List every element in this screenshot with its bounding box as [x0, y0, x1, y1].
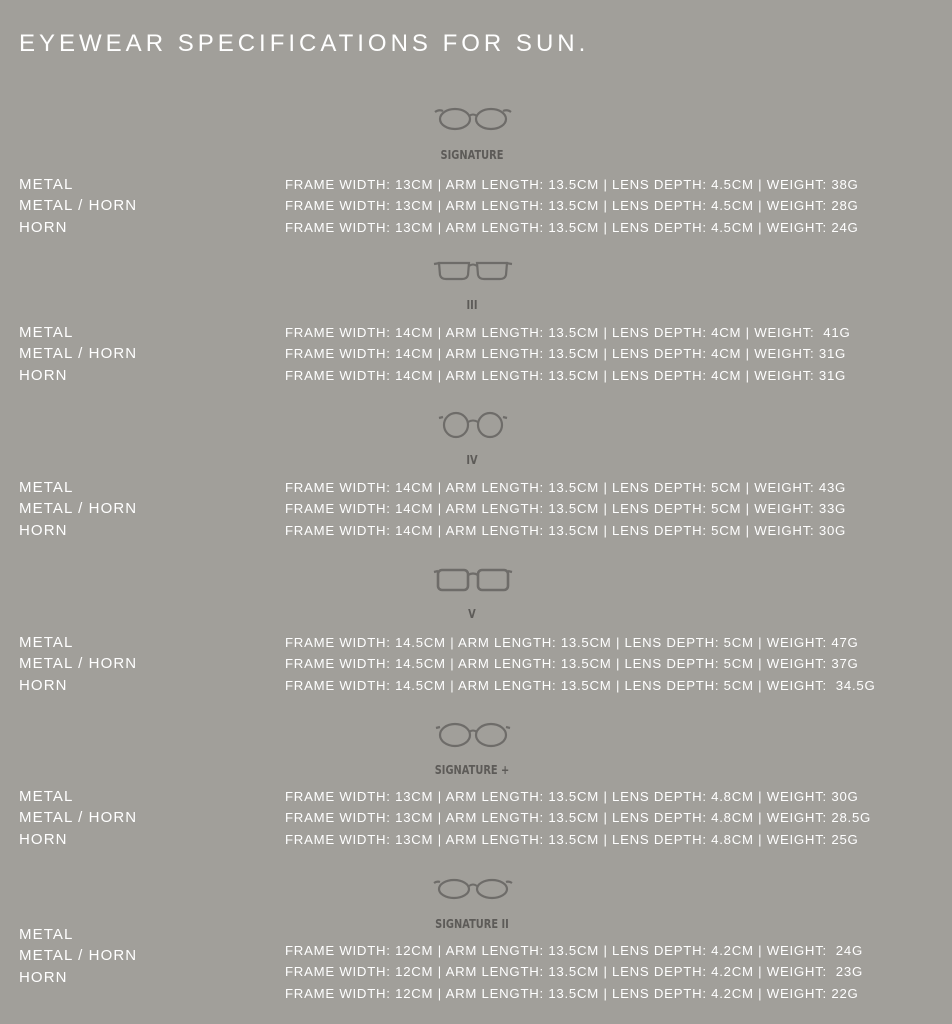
spec-row: FRAME WIDTH: 14CM | ARM LENGTH: 13.5CM | LENS DEPTH: 4CM | WEIGHT: 31G — [285, 346, 847, 362]
material-item: METAL / HORN — [19, 500, 138, 518]
spec-row: FRAME WIDTH: 14CM | ARM LENGTH: 13.5CM | LENS DEPTH: 5CM | WEIGHT: 30G — [285, 522, 847, 538]
spec-row: FRAME WIDTH: 12CM | ARM LENGTH: 13.5CM | LENS DEPTH: 4.2CM | WEIGHT: 22G — [285, 985, 859, 1001]
square-glasses-icon — [432, 564, 514, 594]
spec-row: FRAME WIDTH: 13CM | ARM LENGTH: 13.5CM | LENS DEPTH: 4.5CM | WEIGHT: 28G — [285, 198, 859, 214]
material-list — [19, 632, 137, 696]
material-item: METAL — [19, 788, 74, 805]
material-item: METAL — [19, 479, 74, 496]
spec-list — [285, 477, 846, 541]
spec-list — [285, 632, 875, 696]
spec-row: FRAME WIDTH: 14CM | ARM LENGTH: 13.5CM | LENS DEPTH: 5CM | WEIGHT: 43G — [285, 480, 847, 495]
spec-row: FRAME WIDTH: 12CM | ARM LENGTH: 13.5CM | LENS DEPTH: 4.2CM | WEIGHT: 24G — [285, 943, 863, 958]
spec-row: FRAME WIDTH: 13CM | ARM LENGTH: 13.5CM | LENS DEPTH: 4.8CM | WEIGHT: 28.5G — [285, 810, 872, 826]
material-item: METAL — [19, 926, 74, 943]
spec-row: FRAME WIDTH: 13CM | ARM LENGTH: 13.5CM | LENS DEPTH: 4.8CM | WEIGHT: 25G — [285, 831, 859, 847]
material-list — [19, 322, 137, 386]
material-item: HORN — [19, 676, 68, 694]
spec-row: FRAME WIDTH: 14.5CM | ARM LENGTH: 13.5CM | LENS DEPTH: 5CM | WEIGHT: 47G — [285, 635, 859, 650]
spec-list — [285, 786, 871, 850]
material-item: HORN — [19, 366, 68, 384]
round-glasses-icon — [432, 409, 514, 439]
spec-list — [285, 174, 859, 238]
material-list — [19, 924, 137, 988]
spec-row: FRAME WIDTH: 14CM | ARM LENGTH: 13.5CM | LENS DEPTH: 4CM | WEIGHT: 41G — [285, 325, 851, 340]
spec-list — [285, 940, 863, 1004]
spec-row: FRAME WIDTH: 13CM | ARM LENGTH: 13.5CM | LENS DEPTH: 4.8CM | WEIGHT: 30G — [285, 789, 859, 804]
spec-row: FRAME WIDTH: 14.5CM | ARM LENGTH: 13.5CM | LENS DEPTH: 5CM | WEIGHT: 34.5G — [285, 677, 876, 693]
model-name: V — [468, 607, 476, 621]
material-item: METAL / HORN — [19, 947, 138, 965]
spec-list — [285, 322, 850, 386]
material-item: METAL — [19, 176, 74, 193]
material-list — [19, 786, 137, 850]
rectangular-glasses-icon — [432, 255, 514, 285]
material-item: METAL / HORN — [19, 809, 138, 827]
material-item: METAL — [19, 324, 74, 341]
round-glasses-icon — [432, 719, 514, 749]
material-list — [19, 174, 137, 238]
material-item: HORN — [19, 218, 68, 236]
material-item: HORN — [19, 830, 68, 848]
model-name: SIGNATURE II — [435, 917, 509, 931]
spec-row: FRAME WIDTH: 13CM | ARM LENGTH: 13.5CM | LENS DEPTH: 4.5CM | WEIGHT: 38G — [285, 177, 859, 192]
model-name: SIGNATURE — [440, 148, 504, 162]
model-name: SIGNATURE + — [434, 763, 510, 777]
spec-row: FRAME WIDTH: 13CM | ARM LENGTH: 13.5CM | LENS DEPTH: 4.5CM | WEIGHT: 24G — [285, 219, 859, 235]
spec-row: FRAME WIDTH: 14CM | ARM LENGTH: 13.5CM | LENS DEPTH: 4CM | WEIGHT: 31G — [285, 367, 847, 383]
material-item: HORN — [19, 968, 68, 986]
material-item: HORN — [19, 521, 68, 539]
spec-row: FRAME WIDTH: 14CM | ARM LENGTH: 13.5CM | LENS DEPTH: 5CM | WEIGHT: 33G — [285, 501, 847, 517]
material-item: METAL / HORN — [19, 655, 138, 673]
round-glasses-icon — [432, 104, 514, 134]
page-title: EYEWEAR SPECIFICATIONS FOR SUN. — [19, 30, 590, 57]
material-item: METAL / HORN — [19, 345, 138, 363]
oval-glasses-icon — [432, 874, 514, 904]
spec-row: FRAME WIDTH: 12CM | ARM LENGTH: 13.5CM | LENS DEPTH: 4.2CM | WEIGHT: 23G — [285, 964, 863, 980]
spec-row: FRAME WIDTH: 14.5CM | ARM LENGTH: 13.5CM | LENS DEPTH: 5CM | WEIGHT: 37G — [285, 656, 859, 672]
material-item: METAL — [19, 634, 74, 651]
material-item: METAL / HORN — [19, 197, 138, 215]
material-list — [19, 477, 137, 541]
model-name: III — [466, 298, 478, 312]
model-name: IV — [466, 453, 478, 467]
